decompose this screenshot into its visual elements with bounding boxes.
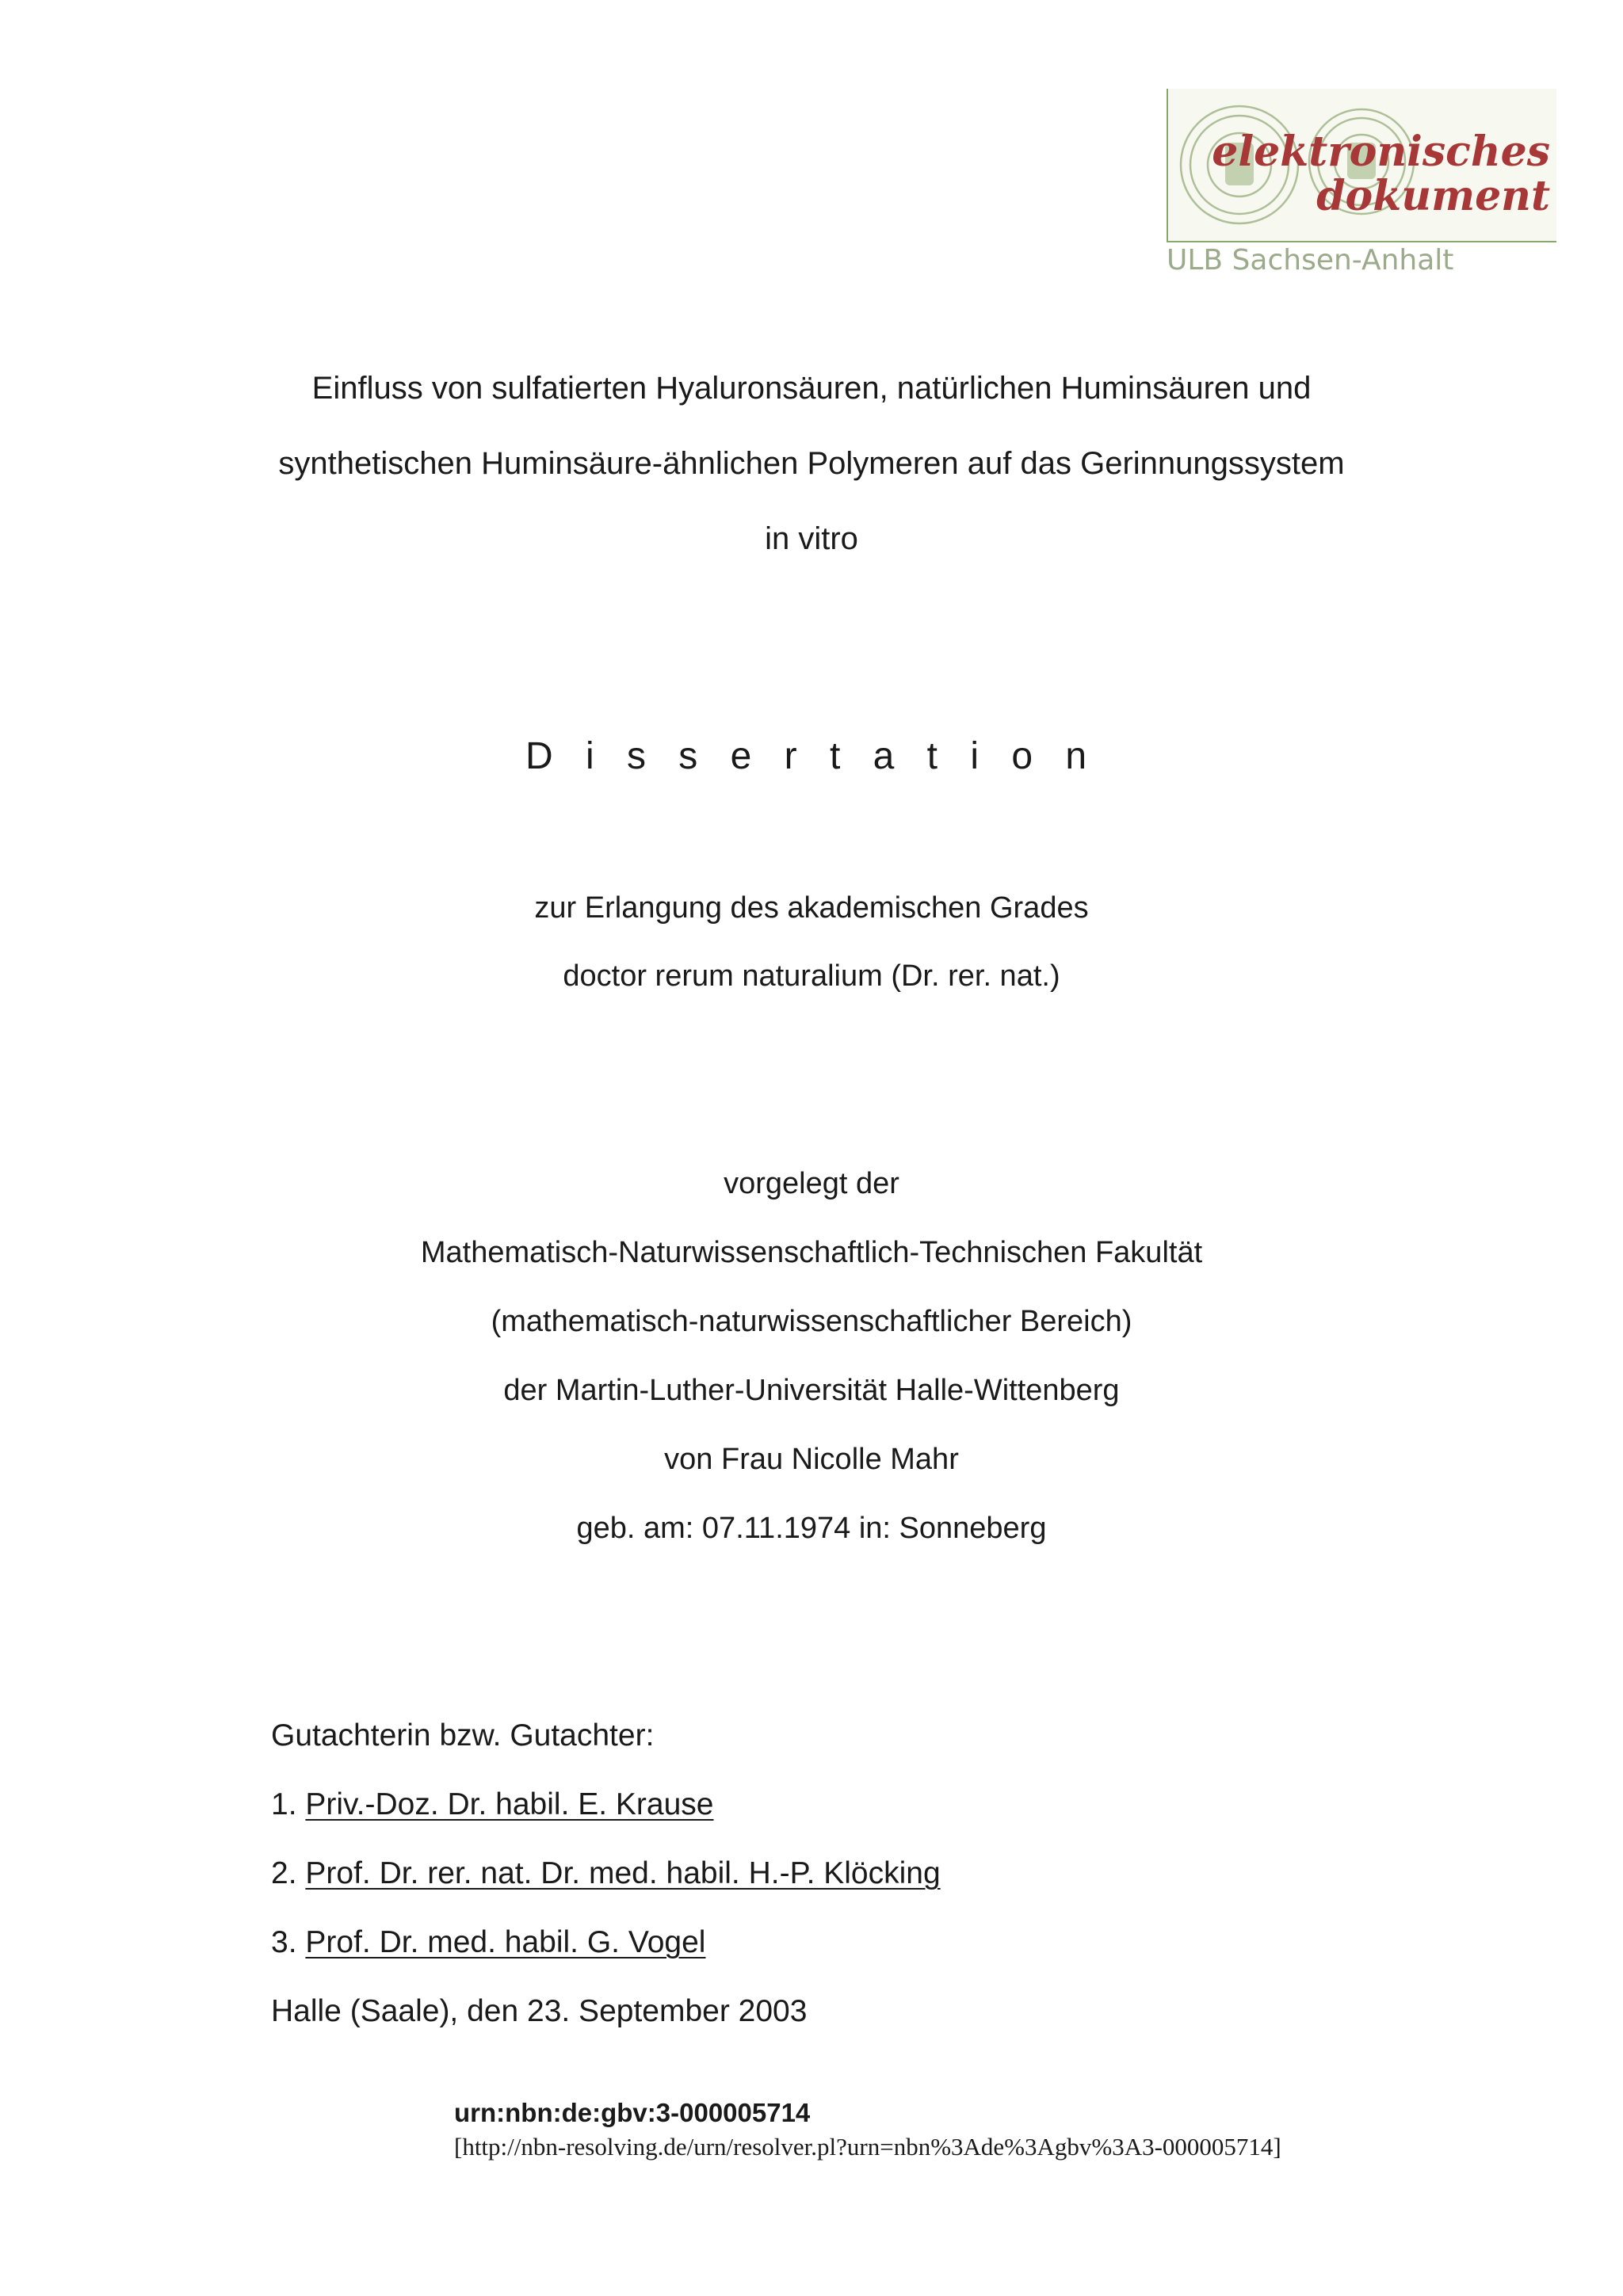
author-line: von Frau Nicolle Mahr: [664, 1443, 959, 1476]
title-line-2: synthetischen Huminsäure-ähnlichen Polymeren auf das Gerinnungssystem: [278, 446, 1345, 481]
logo-panel: [1167, 89, 1556, 242]
reviewer-name-link[interactable]: Prof. Dr. med. habil. G. Vogel: [305, 1925, 706, 1959]
reviewer-number: 3.: [271, 1925, 306, 1959]
ulb-edoc-logo: [1167, 89, 1555, 279]
reviewer-name-link[interactable]: Prof. Dr. rer. nat. Dr. med. habil. H.-P. Klöcking: [305, 1856, 941, 1890]
reviewer-item-2: [271, 1855, 941, 1892]
reviewer-name-link[interactable]: Priv.-Doz. Dr. habil. E. Krause: [305, 1787, 714, 1821]
place-date: Halle (Saale), den 23. September 2003: [271, 1994, 808, 2028]
faculty-name: Mathematisch-Naturwissenschaftlich-Technischen Fakultät: [420, 1236, 1203, 1269]
reviewer-number: 1.: [271, 1787, 306, 1821]
title-line-1: Einfluss von sulfatierten Hyaluronsäuren, natürlichen Huminsäuren und: [311, 371, 1312, 406]
resolver-link[interactable]: [http://nbn-resolving.de/urn/resolver.pl?urn=nbn%3Ade%3Agbv%3A3-000005714]: [454, 2133, 1281, 2161]
reviewer-item-1: [271, 1787, 714, 1823]
reviewers-heading: Gutachterin bzw. Gutachter:: [271, 1718, 655, 1753]
birth-line: geb. am: 07.11.1974 in: Sonneberg: [576, 1512, 1047, 1545]
degree-line-1: zur Erlangung des akademischen Grades: [534, 891, 1089, 925]
reviewer-number: 2.: [271, 1856, 306, 1890]
submission-line-1: vorgelegt der: [724, 1167, 899, 1200]
document-type-heading: D i s s e r t a t i o n: [525, 735, 1098, 777]
faculty-area: (mathematisch-naturwissenschaftlicher Bereich): [491, 1305, 1132, 1338]
title-line-3: in vitro: [765, 521, 858, 556]
reviewer-item-3: [271, 1924, 705, 1961]
urn-identifier: urn:nbn:de:gbv:3-000005714: [454, 2098, 811, 2127]
logo-text-line1: elektronisches: [1212, 128, 1550, 176]
degree-line-2: doctor rerum naturalium (Dr. rer. nat.): [563, 959, 1060, 993]
logo-text-line2: dokument: [1316, 172, 1550, 220]
university-name: der Martin-Luther-Universität Halle-Wittenberg: [503, 1374, 1120, 1407]
logo-subtitle: ULB Sachsen-Anhalt: [1167, 244, 1454, 277]
